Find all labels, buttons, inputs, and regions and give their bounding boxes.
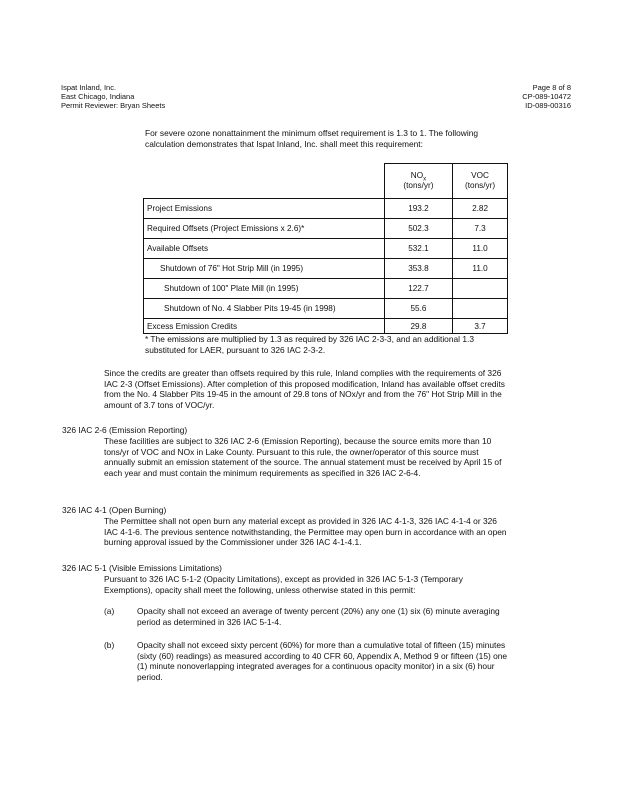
row-nox: 193.2 — [384, 199, 452, 219]
row-nox: 532.1 — [384, 239, 452, 259]
row-nox: 502.3 — [384, 219, 452, 239]
table-footnote: * The emissions are multiplied by 1.3 as required by 326 IAC 2-3-3, and an additional 1.3 substituted for LAER, pursuant to 326 IAC 2-3-2. — [145, 334, 474, 355]
table-row — [144, 259, 508, 279]
offset-compliance-paragraph: Since the credits are greater than offsets required by this rule, Inland complies with the requirements of 326 IAC 2-3 (Offset Emissions). After completion of this proposed modification, Inland has available offset credits from the No. 4 Slabber Pits 19-45 in the amount of 29.8 tons of NOx/yr and from the 76" Hot Strip Mill in the amount of 3.7 tons of VOC/yr. — [104, 368, 505, 410]
rule-5-1-title: 326 IAC 5-1 (Visible Emissions Limitations) — [62, 563, 222, 573]
item-b-text: Opacity shall not exceed sixty percent (60%) for more than a cumulative total of fifteen (15) minutes (sixty (60) readings) as measured according to 40 CFR 60, Appendix A, Method 9 or fifteen (15) one (1) minute nonoverlapping integrated averages for a continuous opacity monitor) in a six (6) hour period. — [137, 640, 508, 682]
row-label: Required Offsets (Project Emissions x 2.6)* — [144, 219, 385, 239]
rule-4-1-title: 326 IAC 4-1 (Open Burning) — [62, 505, 167, 515]
row-nox: 122.7 — [384, 279, 452, 299]
header-permit-number: CP-089-10472 — [522, 92, 571, 101]
row-voc: 11.0 — [453, 239, 508, 259]
intro-paragraph: For severe ozone nonattainment the minimum offset requirement is 1.3 to 1. The following calculation demonstrates that Ispat Inland, Inc. shall meet this requirement: — [145, 128, 479, 149]
header-page-number: Page 8 of 8 — [532, 83, 571, 92]
header-id-number: ID-089-00316 — [525, 101, 571, 110]
header-company: Ispat Inland, Inc. — [61, 83, 117, 92]
rule-2-6-title: 326 IAC 2-6 (Emission Reporting) — [62, 425, 188, 435]
table-row — [144, 319, 508, 334]
rule-5-1-body: Pursuant to 326 IAC 5-1-2 (Opacity Limitations), except as provided in 326 IAC 5-1-3 (Temporary Exemptions), opacity shall meet the following, unless otherwise stated in this permit: — [104, 574, 463, 595]
table-header-row — [144, 164, 508, 199]
row-voc: 3.7 — [453, 319, 508, 334]
row-voc: 7.3 — [453, 219, 508, 239]
table-row — [144, 299, 508, 319]
nox-column-header: $NO_x$ (tons/yr) — [384, 164, 452, 199]
row-label: Shutdown of 100" Plate Mill (in 1995) — [144, 279, 385, 299]
row-label: Excess Emission Credits — [144, 319, 385, 334]
header-left — [61, 83, 165, 110]
row-nox: 353.8 — [384, 259, 452, 279]
item-a-label: (a) — [104, 606, 115, 616]
item-a-text: Opacity shall not exceed an average of twenty percent (20%) any one (1) six (6) minute averaging period as determined in 326 IAC 5-1-4. — [137, 606, 500, 627]
row-label: Project Emissions — [144, 199, 385, 219]
row-voc: 2.82 — [453, 199, 508, 219]
item-b-label: (b) — [104, 640, 115, 650]
header-location: East Chicago, Indiana — [61, 92, 135, 101]
table-row — [144, 219, 508, 239]
rule-2-6-body: These facilities are subject to 326 IAC 2-6 (Emission Reporting), because the source emits more than 10 tons/yr of VOC and NOx in Lake County. Pursuant to this rule, the owner/operator of this source must annually submit an emission statement of the source. The annual statement must be received by April 15 of each year and must contain the minimum requirements as specified in 326 IAC 2-6-4. — [104, 436, 502, 478]
row-label: Available Offsets — [144, 239, 385, 259]
voc-column-header: VOC (tons/yr) — [453, 164, 508, 199]
table-row — [144, 239, 508, 259]
row-voc — [453, 279, 508, 299]
table-row — [144, 199, 508, 219]
row-nox: 55.6 — [384, 299, 452, 319]
row-label: Shutdown of 76" Hot Strip Mill (in 1995) — [144, 259, 385, 279]
row-nox: 29.8 — [384, 319, 452, 334]
header-reviewer: Permit Reviewer: Bryan Sheets — [61, 101, 166, 110]
table-row — [144, 279, 508, 299]
rule-4-1-body: The Permittee shall not open burn any material except as provided in 326 IAC 4-1-3, 326 IAC 4-1-4 or 326 IAC 4-1-6. The previous sentence notwithstanding, the Permittee may open burn in accordance with an open burning approval issued by the Commissioner under 326 IAC 4-1-4.1. — [104, 516, 507, 548]
header-right — [522, 83, 571, 110]
row-voc: 11.0 — [453, 259, 508, 279]
row-label: Shutdown of No. 4 Slabber Pits 19-45 (in 1998) — [144, 299, 385, 319]
row-voc — [453, 299, 508, 319]
emissions-offset-table — [143, 163, 508, 334]
